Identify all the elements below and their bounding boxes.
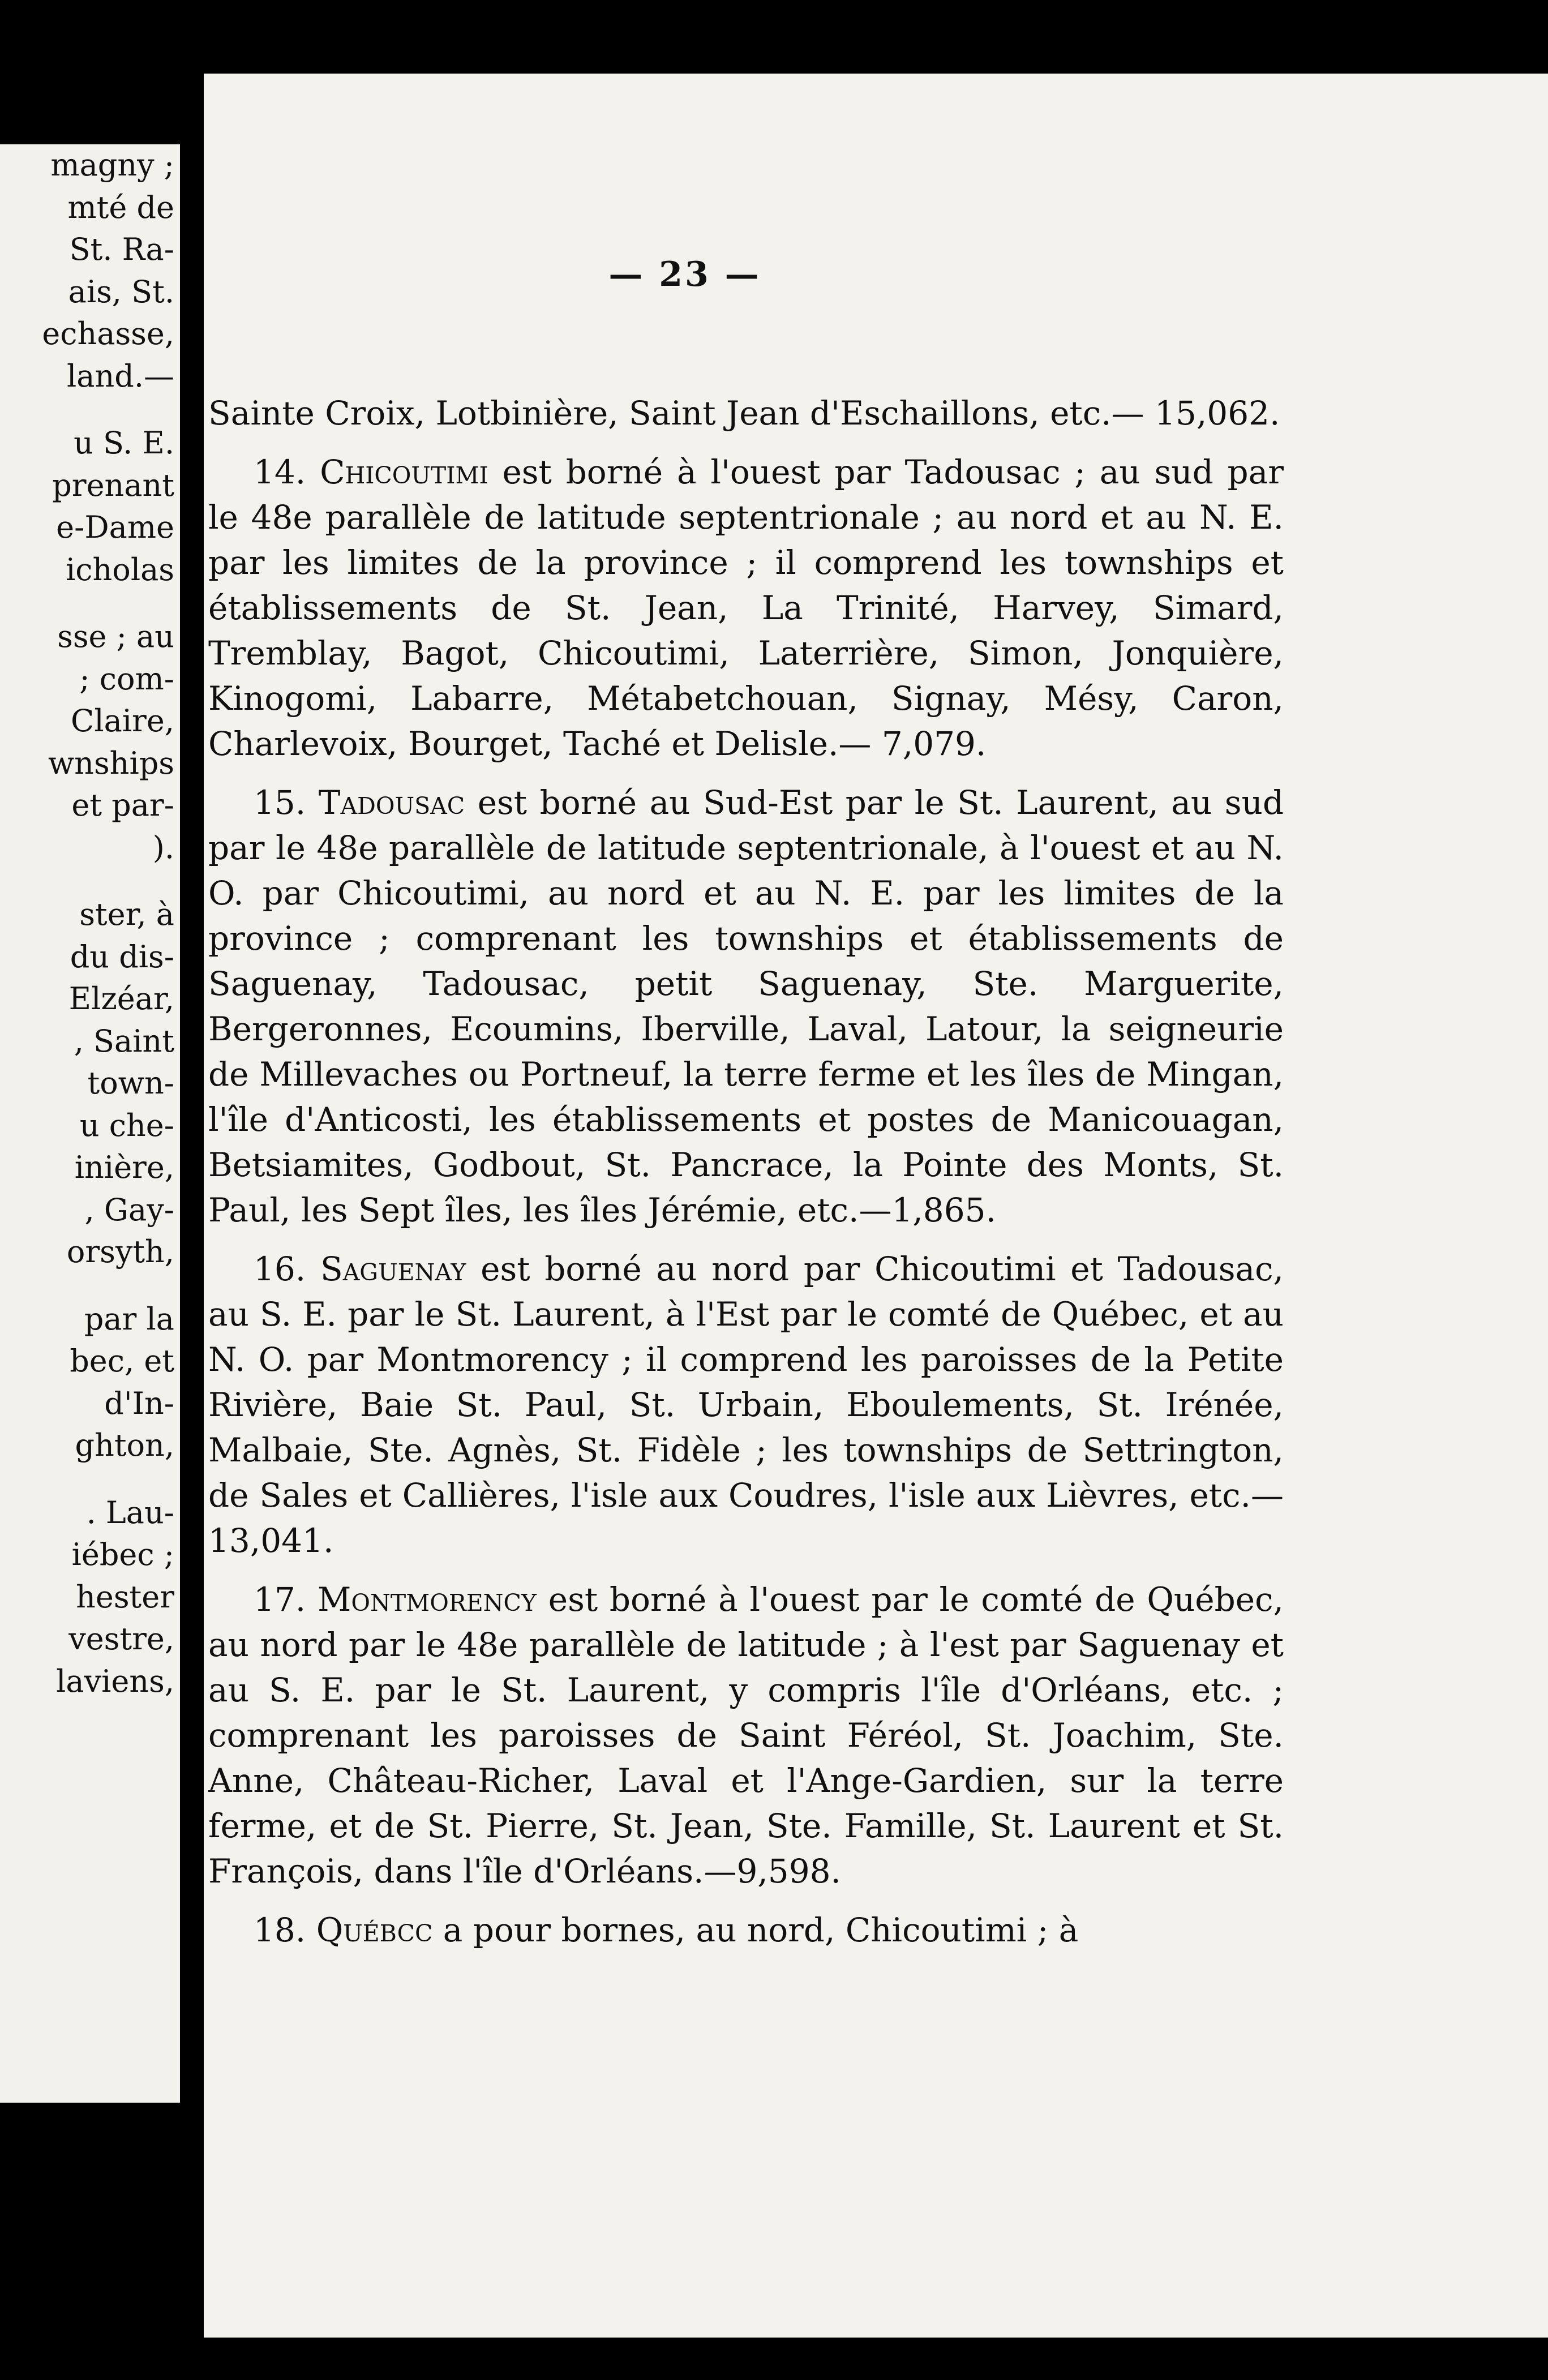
entry-text: est borné à l'ouest par Tadousac ; au sud par le 48e parallèle de latitude septentrionale ; au nord et au N. E. par les limites de la province ; il comprend les townships et établissements de St. Jean, La Trinité, Harvey, Simard, Tremblay, Bagot, Chicoutimi, Laterrière, Simon, Jonquière, Kinogomi, Labarre, Métabetchouan, Signay, Mésy, Caron, Charlevoix, Bourget, Taché et Delisle.— 7,079.: [208, 453, 1284, 763]
margin-fragment: et par-: [71, 787, 174, 823]
book-gutter: [180, 0, 204, 2380]
county-entry: [208, 1246, 1284, 1563]
margin-fragment: e-Dame: [56, 509, 174, 545]
margin-fragment: vestre,: [68, 1621, 174, 1657]
county-name: Tadousac: [318, 783, 465, 822]
county-entry: [208, 1907, 1284, 1953]
margin-fragment: sse ; au: [57, 619, 174, 654]
margin-fragment: d'In-: [104, 1385, 174, 1421]
county-name: Montmorency: [318, 1580, 537, 1619]
previous-page-margin: [0, 144, 180, 2103]
margin-fragment: echasse,: [42, 316, 174, 351]
margin-fragment: [0, 1467, 180, 1492]
margin-fragment: du dis-: [70, 938, 174, 975]
page-number: — 23 —: [608, 255, 761, 294]
margin-fragment: u che-: [79, 1107, 174, 1143]
margin-fragment: ghton,: [75, 1427, 174, 1463]
county-entry: [208, 449, 1284, 766]
entry-number: 14.: [254, 453, 320, 491]
entry-text: est borné au Sud-Est par le St. Laurent, au sud par le 48e parallèle de latitude septentrionale, à l'ouest et au N. O. par Chicoutimi, au nord et au N. E. par les limites de la province ; comprenant les townships et établissements de Saguenay, Tadousac, petit Saguenay, Ste. Marguerite, Bergeronnes, Ecoumins, Iberville, Laval, Latour, la seigneurie de Millevaches ou Portneuf, la terre ferme et les îles de Mingan, l'île d'Anticosti, les établissements et postes de Manicouagan, Betsiamites, Godbout, St. Pancrace, la Pointe des Monts, St. Paul, les Sept îles, les îles Jérémie, etc.—1,865.: [208, 783, 1284, 1229]
margin-fragment: . Lau-: [86, 1494, 174, 1530]
entry-text: est borné à l'ouest par le comté de Québec, au nord par le 48e parallèle de latitude ; à l'est par Saguenay et au S. E. par le St. Laurent, y compris l'île d'Orléans, etc. ; comprenant les paroisses de Saint Féréol, St. Joachim, Ste. Anne, Château-Richer, Laval et l'Ange-Gardien, sur la terre ferme, et de St. Pierre, St. Jean, Ste. Famille, St. Laurent et St. François, dans l'île d'Orléans.—9,598.: [208, 1580, 1284, 1890]
margin-fragment: icholas: [66, 551, 174, 588]
margin-fragment: par la: [84, 1301, 174, 1337]
margin-fragment: magny ;: [50, 147, 174, 183]
margin-fragment: orsyth,: [66, 1234, 174, 1270]
margin-fragment: Claire,: [71, 703, 174, 739]
margin-fragment: prenant: [52, 467, 174, 503]
margin-fragment: ).: [152, 829, 174, 865]
margin-fragment: St. Ra-: [69, 231, 174, 267]
entry-text: est borné au nord par Chicoutimi et Tadousac, au S. E. par le St. Laurent, à l'Est par le comté de Québec, et au N. O. par Montmorency ; il comprend les paroisses de la Petite Rivière, Baie St. Paul, St. Urbain, Eboulements, St. Irénée, Malbaie, Ste. Agnès, St. Fidèle ; les townships de Settrington, de Sales et Callières, l'isle aux Coudres, l'isle aux Lièvres, etc.—13,041.: [208, 1250, 1284, 1560]
entry-number: 16.: [254, 1250, 320, 1288]
margin-fragment: [0, 591, 180, 616]
margin-fragment: , Gay-: [84, 1191, 174, 1228]
margin-fragment: Elzéar,: [68, 981, 174, 1017]
entry-number: 15.: [254, 783, 319, 822]
county-entry: [208, 780, 1284, 1233]
margin-fragment: ais, St.: [68, 273, 174, 310]
intro-paragraph: Sainte Croix, Lotbinière, Saint Jean d'Eschaillons, etc.— 15,062.: [208, 394, 1280, 432]
margin-fragment: , Saint: [74, 1023, 174, 1059]
margin-fragment: iébec ;: [71, 1537, 174, 1572]
margin-fragment: bec, et: [70, 1343, 174, 1379]
margin-fragment: town-: [87, 1065, 174, 1101]
county-name: Chicoutimi: [320, 453, 488, 491]
entries-list: [208, 449, 1284, 1953]
body-text: [208, 391, 1284, 1966]
entry-number: 18.: [254, 1911, 316, 1949]
margin-fragment: u S. E.: [74, 425, 174, 461]
margin-fragment: [0, 397, 180, 422]
county-name: Québcc: [316, 1911, 433, 1949]
entry-number: 17.: [254, 1580, 318, 1619]
page: [204, 74, 1548, 2338]
margin-fragment: mté de: [67, 189, 174, 225]
margin-fragment: inière,: [74, 1150, 174, 1185]
margin-fragment: [0, 869, 180, 894]
county-name: Saguenay: [320, 1250, 466, 1288]
margin-fragment: [0, 1273, 180, 1298]
margin-fragment: ; com-: [79, 661, 174, 697]
margin-fragment: ster, à: [79, 897, 174, 932]
entry-text: a pour bornes, au nord, Chicoutimi ; à: [432, 1911, 1079, 1949]
margin-fragment: laviens,: [56, 1663, 174, 1699]
margin-fragment: land.—: [67, 358, 174, 394]
county-entry: [208, 1577, 1284, 1894]
margin-fragment: wnships: [48, 745, 174, 781]
margin-fragment: hester: [76, 1579, 174, 1615]
